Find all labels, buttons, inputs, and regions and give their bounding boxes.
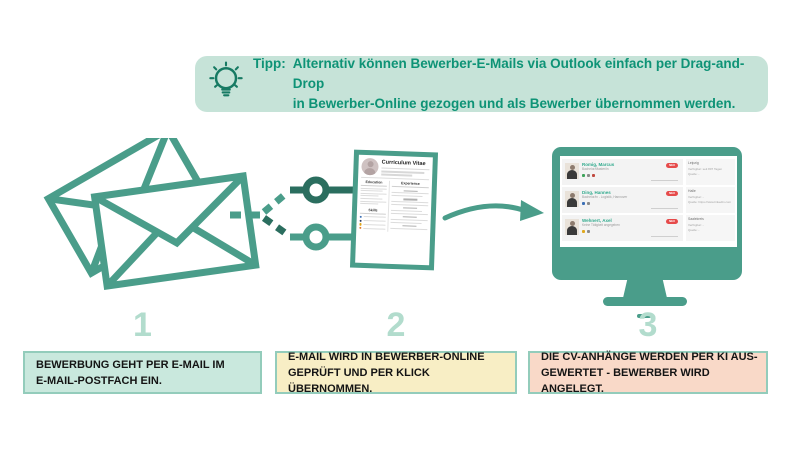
applicant-details bbox=[686, 159, 735, 185]
cv-experience-column bbox=[388, 181, 429, 233]
applicant-card bbox=[562, 187, 683, 213]
applicant-card bbox=[562, 215, 683, 241]
step-box-1 bbox=[23, 351, 262, 394]
applicant-status-icons bbox=[582, 174, 683, 177]
applicant-location: Leipzig bbox=[688, 161, 699, 165]
applicant-photo bbox=[565, 191, 579, 207]
tip-label: Tipp: bbox=[253, 56, 286, 71]
step-2-line-1: E-MAIL WIRD IN BEWERBER-ONLINE bbox=[288, 350, 485, 363]
cv-education-column bbox=[359, 180, 390, 232]
step-box-3 bbox=[528, 351, 768, 394]
fork-connector-icon bbox=[228, 168, 360, 273]
cv-header bbox=[361, 158, 430, 180]
applicant-location: Saalekreis bbox=[688, 217, 704, 221]
cv-title: Curriculum Vitae bbox=[381, 159, 426, 168]
step-1-line-1: BEWERBUNG GEHT PER E-MAIL IM bbox=[36, 358, 225, 371]
step-3-line-2: GEWERTET - BEWERBER WIRD ANGELEGT. bbox=[541, 366, 710, 395]
applicant-source: Quelle: - bbox=[688, 171, 700, 176]
row-divider-line bbox=[651, 236, 678, 237]
applicant-subtitle: Bachelor/in - Logistik, Hannover bbox=[582, 195, 628, 200]
applicant-availability: Verfügbar: seit 807 Tagen bbox=[688, 166, 723, 171]
monitor-screen bbox=[560, 156, 737, 247]
applicant-location: Halle bbox=[688, 189, 696, 193]
applicant-availability: Verfügbar: - bbox=[688, 194, 704, 199]
skill-dot-orange bbox=[359, 227, 361, 229]
applicant-details bbox=[686, 215, 735, 241]
applicant-status-icons bbox=[582, 202, 683, 205]
skill-dot-blue bbox=[360, 216, 362, 218]
step-number-2: 2 bbox=[386, 306, 406, 344]
applicant-subtitle: Keine Tätigkeit angegeben bbox=[582, 223, 620, 228]
new-badge: NEU bbox=[666, 219, 678, 224]
lightbulb-icon bbox=[207, 61, 245, 108]
applicant-photo bbox=[565, 219, 579, 235]
applicant-source: Quelle: - bbox=[688, 227, 700, 232]
curved-arrow-icon bbox=[441, 188, 549, 237]
row-divider-line bbox=[651, 180, 678, 181]
tip-text bbox=[253, 54, 768, 114]
cv-page bbox=[355, 155, 433, 266]
skill-dot-gold bbox=[359, 223, 361, 225]
tip-box bbox=[195, 56, 768, 112]
applicant-availability: Verfügbar: - bbox=[688, 222, 704, 227]
monitor bbox=[552, 147, 742, 280]
step-number-3: 3 bbox=[638, 306, 658, 344]
cv-experience-header: Experience bbox=[392, 181, 429, 188]
new-badge: NEU bbox=[666, 191, 678, 196]
cv-document bbox=[350, 150, 438, 271]
applicant-name: Romig, Marcus bbox=[582, 161, 615, 167]
applicant-row bbox=[562, 159, 735, 185]
cv-avatar bbox=[361, 158, 379, 176]
applicant-details bbox=[686, 187, 735, 213]
applicant-card bbox=[562, 159, 683, 185]
applicant-row bbox=[562, 187, 735, 213]
cv-skills-header: Skills bbox=[360, 208, 386, 215]
tip-line-1: Alternativ können Bewerber-E-Mails via Outlook einfach per Drag-and-Drop bbox=[292, 56, 745, 91]
applicant-status-icons bbox=[582, 230, 683, 233]
step-1-line-2: E-MAIL-POSTFACH EIN. bbox=[36, 374, 162, 387]
applicant-row bbox=[562, 215, 735, 241]
step-2-line-2: GEPRÜFT UND PER KLICK ÜBERNOMMEN. bbox=[288, 366, 430, 395]
step-3-line-1: DIE CV-ANHÄNGE WERDEN PER KI AUS- bbox=[541, 350, 758, 363]
applicant-name: Wehnert, Axel bbox=[582, 217, 612, 223]
monitor-stand-neck bbox=[623, 279, 667, 298]
applicant-name: Ding, Hannes bbox=[582, 189, 611, 195]
applicant-subtitle: Bachelor/Master/in bbox=[582, 167, 609, 172]
cv-education-header: Education bbox=[361, 180, 387, 187]
monitor-stand-base bbox=[603, 297, 687, 306]
skill-dot-navy bbox=[360, 219, 362, 221]
row-divider-line bbox=[651, 208, 678, 209]
step-box-2 bbox=[275, 351, 517, 394]
tip-line-2: in Bewerber-Online gezogen und als Bewerber übernommen werden. bbox=[292, 96, 736, 111]
step-number-1: 1 bbox=[133, 306, 152, 344]
applicant-photo bbox=[565, 163, 579, 179]
applicant-source: Quelle: https://www.linkedin.com bbox=[688, 199, 732, 204]
new-badge: NEU bbox=[666, 163, 678, 168]
